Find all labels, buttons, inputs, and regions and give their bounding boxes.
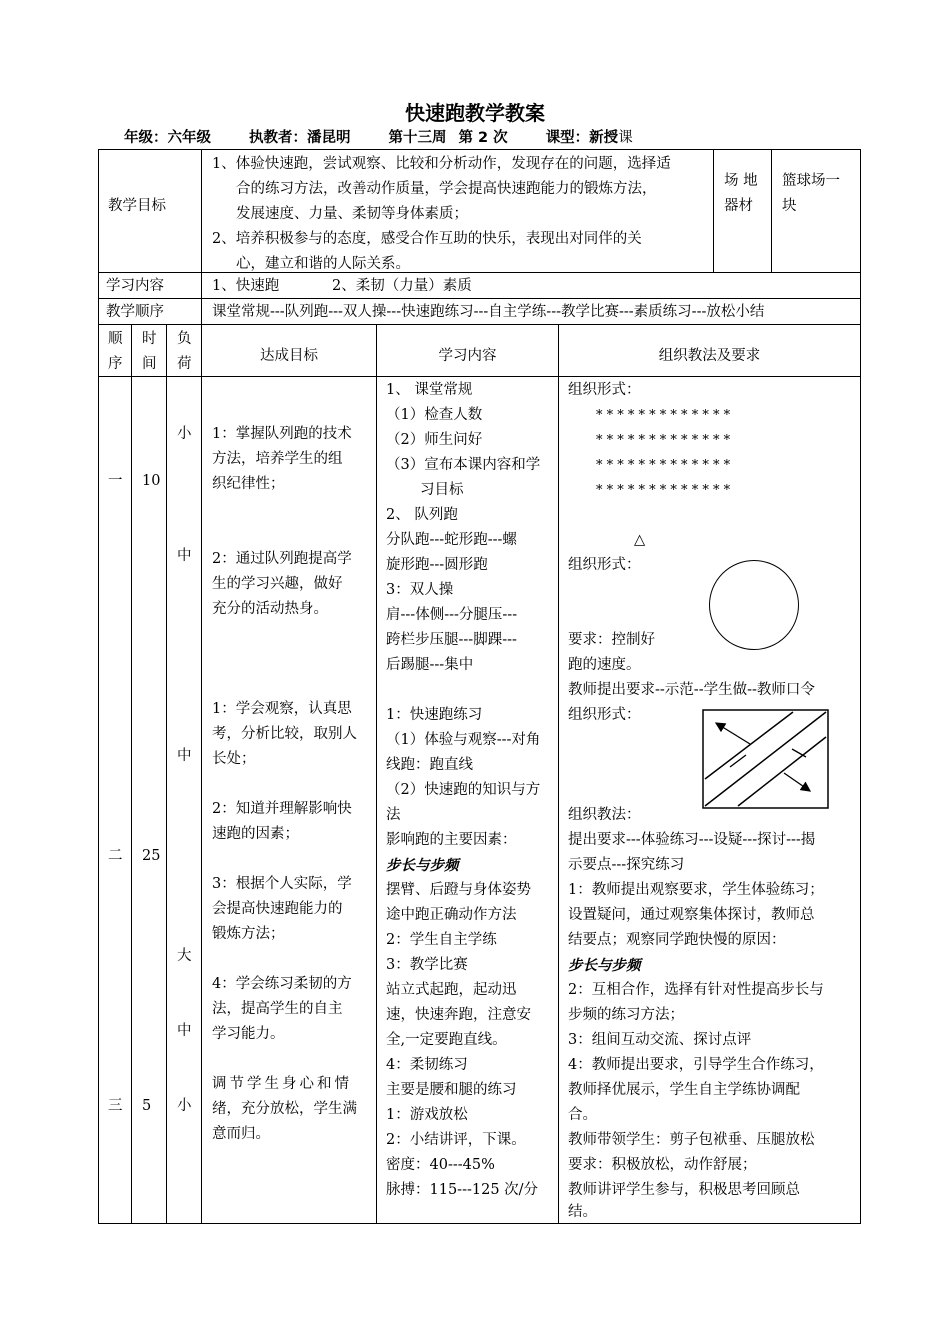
content-text: 旋形跑---圆形跑 <box>386 557 488 573</box>
content-text: （1）体验与观察---对角 <box>386 732 541 748</box>
content-text: 习目标 <box>420 482 464 498</box>
goal-text: 生的学习兴趣，做好 <box>212 576 343 592</box>
content-text: 1：快速跑练习 <box>386 707 483 723</box>
goal-text: 调节学生身心和情 <box>212 1076 352 1092</box>
col-method-label: 组织教法及要求 <box>658 348 761 364</box>
lesson-type: 课型：新授 <box>545 130 619 146</box>
content-text: 主要是腰和腿的练习 <box>386 1082 517 1098</box>
teacher-triangle-icon: △ <box>634 532 646 548</box>
method-text: 3：组间互动交流、探讨点评 <box>568 1032 752 1048</box>
goal-text: 学习能力。 <box>212 1026 285 1042</box>
goal-text: 充分的活动热身。 <box>212 601 328 617</box>
method-text: 设置疑问，通过观察集体探讨，教师总 <box>568 907 815 923</box>
goal-text: 法，提高学生的自主 <box>212 1001 343 1017</box>
content-text: 肩---体侧---分腿压--- <box>386 607 518 623</box>
goal-text: 4：学会练习柔韧的方 <box>212 976 352 992</box>
goal-text: 织纪律性； <box>212 476 285 492</box>
content-item: 1、快速跑 <box>212 278 280 294</box>
content-text: 影响跑的主要因素： <box>386 832 517 848</box>
goal-text: 2：知道并理解影响快 <box>212 801 352 817</box>
content-text: 2：小结讲评，下课。 <box>386 1132 526 1148</box>
time-value: 10 <box>142 473 161 489</box>
time-value: 25 <box>142 848 161 864</box>
goal-text: 绪，充分放松，学生满 <box>212 1101 357 1117</box>
grade: 年级：六年级 <box>124 130 211 146</box>
col-content-label: 学习内容 <box>438 348 497 364</box>
goal-text: 考，分析比较，取别人 <box>212 726 357 742</box>
goal-line: 1、体验快速跑，尝试观察、比较和分析动作，发现存在的问题，选择适 <box>212 156 671 172</box>
method-text: 2：互相合作，选择有针对性提高步长与 <box>568 982 824 998</box>
content-label: 学习内容 <box>106 278 164 294</box>
content-cell <box>201 272 861 299</box>
star-row: * * * * * * * * * * * * * <box>596 458 731 473</box>
goal-text: 锻炼方法； <box>212 926 285 942</box>
content-text: 密度：40---45% <box>386 1157 495 1173</box>
content-text: 脉搏：115---125 次/分 <box>386 1182 539 1198</box>
goal-text: 速跑的因素； <box>212 826 299 842</box>
circle-formation-icon <box>709 560 799 650</box>
method-emphasis: 步长与步频 <box>568 957 641 974</box>
col-time-label: 时 <box>142 331 157 347</box>
seq-value: 一 <box>108 473 123 489</box>
time-value: 5 <box>142 1098 152 1114</box>
content-text: 跨栏步压腿---脚踝--- <box>386 632 517 648</box>
method-text: 要求：积极放松，动作舒展； <box>568 1157 757 1173</box>
week: 第十三周 <box>388 130 447 146</box>
load-value: 小 <box>177 1098 192 1114</box>
content-text: 1：游戏放松 <box>386 1107 468 1123</box>
col-seq-label: 顺 <box>108 331 123 347</box>
document-title: 快速跑教学教案 <box>405 101 545 125</box>
content-text: 2：学生自主学练 <box>386 932 497 948</box>
order-text: 课堂常规---队列跑---双人操---快速跑练习---自主学练---教学比赛---素质练习---放松小结 <box>212 304 765 320</box>
goal-line: 发展速度、力量、柔韧等身体素质； <box>236 206 468 222</box>
goal-text: 长处； <box>212 751 256 767</box>
star-row: * * * * * * * * * * * * * <box>596 408 731 423</box>
star-row: * * * * * * * * * * * * * <box>596 483 731 498</box>
method-text: 结。 <box>568 1204 597 1220</box>
content-text: 4：柔韧练习 <box>386 1057 468 1073</box>
content-text: （3）宣布本课内容和学 <box>386 457 541 473</box>
content-text: 线跑：跑直线 <box>386 757 473 773</box>
method-text: 4：教师提出要求，引导学生合作练习， <box>568 1057 824 1073</box>
goal-line: 2、培养积极参与的态度，感受合作互助的快乐，表现出对同伴的关 <box>212 231 642 247</box>
method-text: 组织形式： <box>568 557 641 573</box>
venue-label: 器材 <box>724 198 753 214</box>
content-text: 速，快速奔跑，注意安 <box>386 1007 531 1023</box>
content-text: 后踢腿---集中 <box>386 657 474 673</box>
load-value: 中 <box>177 748 192 764</box>
venue-value: 篮球场一 <box>782 173 840 189</box>
method-text: 组织教法： <box>568 807 641 823</box>
order-label: 教学顺序 <box>106 304 164 320</box>
method-text: 示要点---探究练习 <box>568 857 685 873</box>
method-text: 结要点；观察同学跑快慢的原因： <box>568 932 786 948</box>
col-goal-label: 达成目标 <box>260 348 318 364</box>
load-value: 中 <box>177 548 192 564</box>
load-value: 大 <box>177 948 192 964</box>
goal-text: 1：学会观察，认真思 <box>212 701 352 717</box>
col-load-label: 负 <box>177 331 192 347</box>
method-text: 教师提出要求--示范--学生做--教师口令 <box>568 682 815 698</box>
content-text: （2）师生问好 <box>386 432 483 448</box>
method-text: 教师择优展示，学生自主学练协调配 <box>568 1082 800 1098</box>
goal-text: 3：根据个人实际，学 <box>212 876 352 892</box>
goal-text: 会提高快速跑能力的 <box>212 901 343 917</box>
venue-value: 块 <box>782 198 797 214</box>
content-text: 分队跑---蛇形跑---螺 <box>386 532 517 548</box>
col-load-label: 荷 <box>177 356 192 372</box>
content-text: 站立式起跑，起动迅 <box>386 982 517 998</box>
method-text: 要求：控制好 <box>568 632 655 648</box>
content-item: 2、柔韧（力量）素质 <box>332 278 472 294</box>
goal-text: 方法，培养学生的组 <box>212 451 343 467</box>
content-text: （2）快速跑的知识与方 <box>386 782 541 798</box>
goal-line: 合的练习方法，改善动作质量，学会提高快速跑能力的锻炼方法， <box>236 181 657 197</box>
seq-value: 二 <box>108 848 123 864</box>
goal-text: 1：掌握队列跑的技术 <box>212 426 352 442</box>
goal-text: 2：通过队列跑提高学 <box>212 551 352 567</box>
col-time-label: 间 <box>142 356 157 372</box>
teacher: 执教者：潘昆明 <box>249 130 351 146</box>
goal-line: 心，建立和谐的人际关系。 <box>236 256 410 272</box>
method-text: 提出要求---体验练习---设疑---探讨---揭 <box>568 832 816 848</box>
goal-label: 教学目标 <box>108 198 166 214</box>
star-row: * * * * * * * * * * * * * <box>596 433 731 448</box>
lesson-type-suffix: 课 <box>618 130 633 146</box>
session: 第 2 次 <box>458 130 508 146</box>
method-text: 步频的练习方法； <box>568 1007 684 1023</box>
method-text: 1：教师提出观察要求，学生体验练习； <box>568 882 824 898</box>
method-text: 教师讲评学生参与，积极思考回顾总 <box>568 1182 800 1198</box>
method-text: 组织形式： <box>568 707 641 723</box>
method-text: 合。 <box>568 1107 597 1123</box>
load-value: 小 <box>177 426 192 442</box>
method-text: 跑的速度。 <box>568 657 641 673</box>
content-text: 全,一定要跑直线。 <box>386 1032 507 1048</box>
content-text: 法 <box>386 807 401 823</box>
content-text: 3：教学比赛 <box>386 957 468 973</box>
content-text: 3：双人操 <box>386 582 454 598</box>
content-text: （1）检查人数 <box>386 407 483 423</box>
seq-value: 三 <box>108 1098 123 1114</box>
lesson-meta <box>124 126 671 147</box>
content-text: 摆臂、后蹬与身体姿势 <box>386 882 531 898</box>
diagonal-run-diagram <box>702 709 829 809</box>
load-value: 中 <box>177 1023 192 1039</box>
method-text: 组织形式： <box>568 382 641 398</box>
content-text: 途中跑正确动作方法 <box>386 907 517 923</box>
content-emphasis: 步长与步频 <box>386 857 459 874</box>
venue-label: 场 地 <box>724 173 758 189</box>
col-seq-label: 序 <box>108 356 123 372</box>
content-text: 2、 队列跑 <box>386 507 458 523</box>
method-text: 教师带领学生：剪子包袱垂、压腿放松 <box>568 1132 815 1148</box>
content-text: 1、 课堂常规 <box>386 382 473 398</box>
goal-text: 意而归。 <box>212 1126 270 1142</box>
